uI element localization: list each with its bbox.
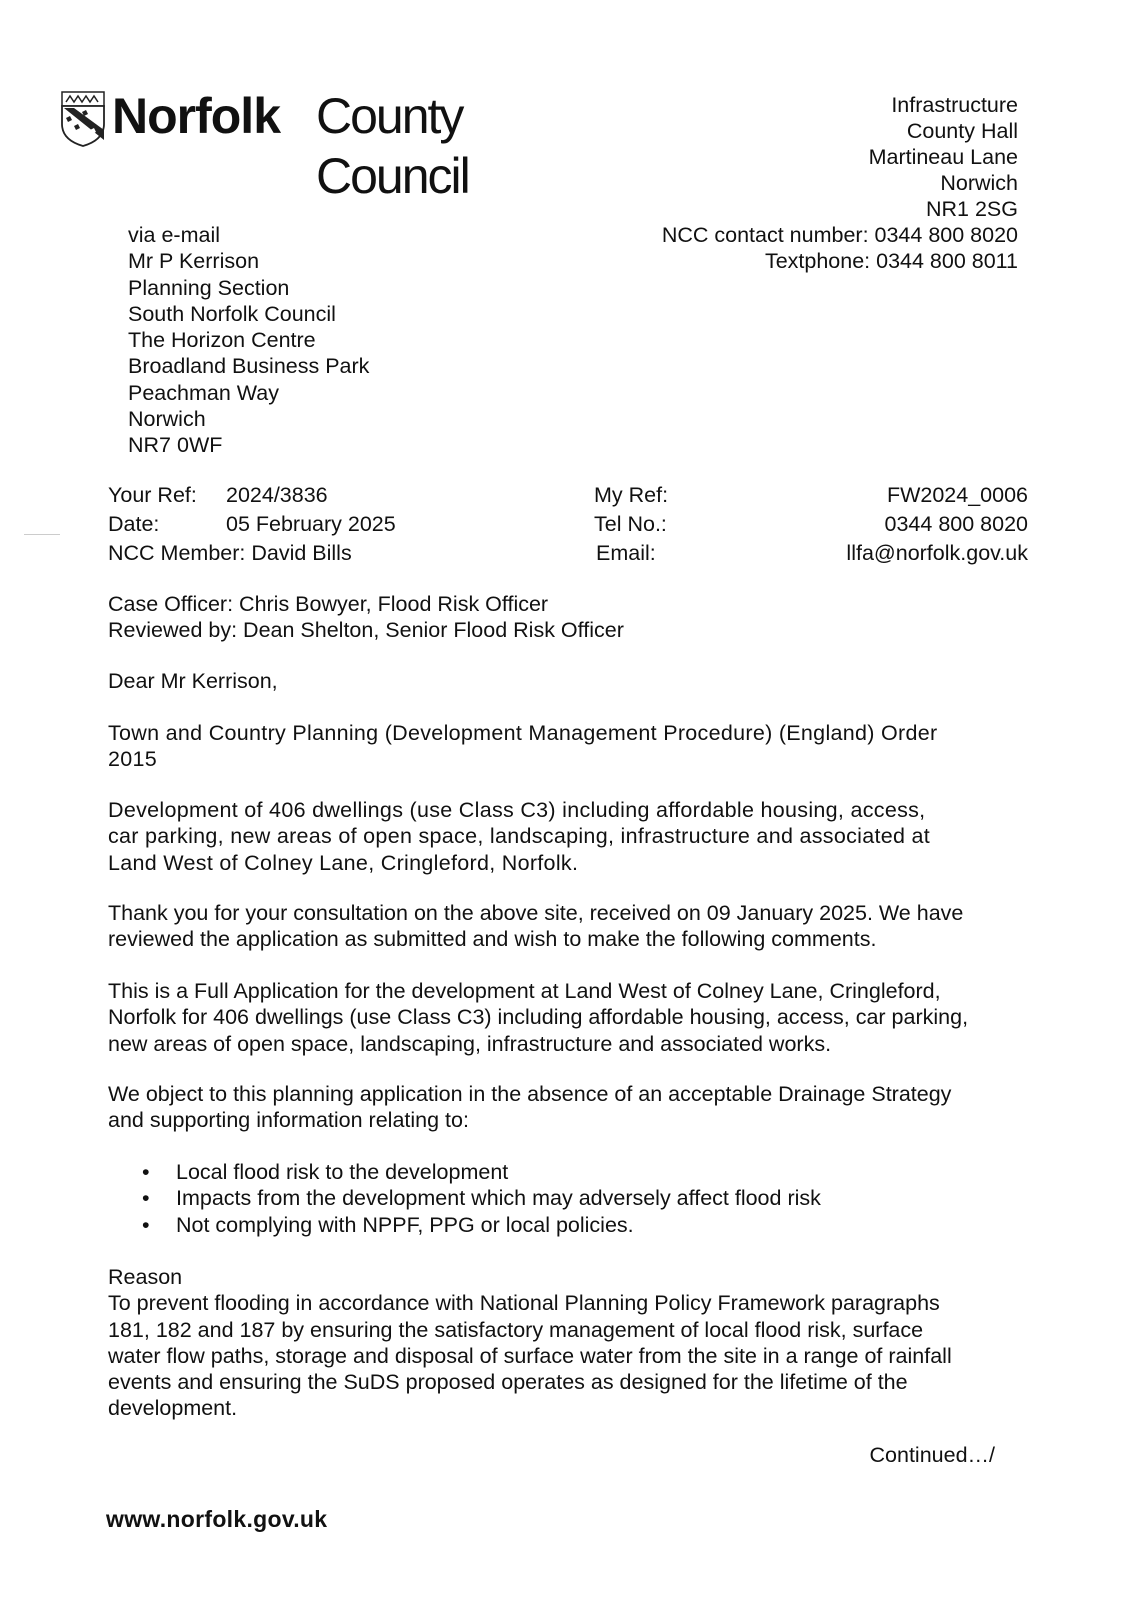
objection-line: We object to this planning application in the absence of an acceptable Drainage Strategy — [108, 1082, 952, 1106]
reason-section — [108, 1264, 1038, 1422]
recipient-line: South Norfolk Council — [128, 301, 336, 326]
sender-line: Norwich — [940, 171, 1018, 195]
reviewed-by: Reviewed by: Dean Shelton, Senior Flood Risk Officer — [108, 618, 624, 643]
date-label: Date: — [108, 512, 160, 536]
my-ref-label: My Ref: — [594, 483, 669, 507]
bullet-item: • Local flood risk to the development — [108, 1159, 821, 1185]
reason-line: events and ensuring the SuDS proposed operates as designed for the lifetime of the — [108, 1370, 908, 1395]
logo-brand-rest: County Council — [316, 88, 469, 204]
tel-label: Tel No.: — [594, 512, 667, 536]
bullet-item: • Impacts from the development which may adversely affect flood risk — [108, 1185, 821, 1211]
thanks-paragraph — [108, 900, 1038, 953]
objection-line: and supporting information relating to: — [108, 1108, 469, 1133]
development-description — [108, 797, 1038, 876]
reason-line: 181, 182 and 187 by ensuring the satisfactory management of local flood risk, surface — [108, 1317, 924, 1342]
sender-line: County Hall — [906, 119, 1018, 143]
objection-bullets — [108, 1159, 821, 1238]
full-app-line: new areas of open space, landscaping, infrastructure and associated works. — [108, 1031, 832, 1056]
bullet-item: • Not complying with NPPF, PPG or local policies. — [108, 1212, 821, 1238]
recipient-line: Broadland Business Park — [128, 354, 370, 379]
crest-icon — [60, 90, 106, 148]
recipient-line: Peachman Way — [128, 380, 279, 405]
date-value: 05 February 2025 — [226, 512, 396, 536]
reason-line: water flow paths, storage and disposal of surface water from the site in a range of rainfall — [108, 1343, 952, 1368]
recipient-line: via e-mail — [128, 223, 220, 247]
salutation — [108, 668, 1038, 694]
sender-line: NR1 2SG — [925, 197, 1018, 221]
full-app-line: Norfolk for 406 dwellings (use Class C3) including affordable housing, access, car parking, — [108, 1005, 969, 1030]
recipient-address — [128, 222, 369, 459]
margin-mark — [24, 534, 60, 535]
reason-line: To prevent flooding in accordance with National Planning Policy Framework paragraphs — [108, 1291, 940, 1316]
continued-marker: Continued…/ — [869, 1443, 995, 1467]
development-line: Land West of Colney Lane, Cringleford, Norfolk. — [108, 850, 579, 875]
objection-paragraph — [108, 1081, 1038, 1134]
development-line: car parking, new areas of open space, landscaping, infrastructure and associated at — [108, 824, 931, 849]
order-title — [108, 720, 1038, 773]
development-line: Development of 406 dwellings (use Class C3) including affordable housing, access, — [108, 798, 926, 822]
reason-line: development. — [108, 1396, 238, 1421]
sender-address — [662, 92, 1018, 274]
sender-line: Textphone: 0344 800 8011 — [764, 249, 1018, 273]
recipient-line: The Horizon Centre — [128, 328, 316, 353]
footer-url[interactable]: www.norfolk.gov.uk — [106, 1506, 328, 1532]
sender-line: Infrastructure — [891, 93, 1018, 117]
my-ref-value: FW2024_0006 — [886, 483, 1028, 507]
thanks-line: Thank you for your consultation on the above site, received on 09 January 2025. We have — [108, 901, 964, 925]
sender-line: NCC contact number: 0344 800 8020 — [661, 223, 1018, 247]
recipient-line: NR7 0WF — [128, 433, 223, 458]
recipient-line: Norwich — [128, 407, 206, 432]
logo-brand-bold: Norfolk — [112, 88, 280, 144]
order-title-line: 2015 — [108, 747, 158, 772]
order-title-line: Town and Country Planning (Development Management Procedure) (England) Order — [108, 721, 938, 745]
case-officer: Case Officer: Chris Bowyer, Flood Risk Officer — [108, 592, 549, 616]
reason-heading: Reason — [108, 1265, 183, 1289]
officers-block — [108, 591, 1038, 644]
recipient-line: Mr P Kerrison — [128, 249, 260, 274]
your-ref-value: 2024/3836 — [226, 483, 328, 507]
your-ref-label: Your Ref: — [108, 483, 197, 507]
thanks-line: reviewed the application as submitted and wish to make the following comments. — [108, 927, 877, 952]
email-label: Email: — [596, 541, 656, 565]
ncc-member: NCC Member: David Bills — [108, 541, 352, 565]
tel-value: 0344 800 8020 — [884, 512, 1028, 536]
sender-line: Martineau Lane — [868, 145, 1018, 169]
email-link[interactable]: llfa@norfolk.gov.uk — [846, 541, 1028, 565]
council-logo — [60, 88, 600, 204]
full-application-paragraph — [108, 978, 1038, 1057]
recipient-line: Planning Section — [128, 275, 290, 300]
full-app-line: This is a Full Application for the development at Land West of Colney Lane, Cringleford, — [108, 979, 941, 1003]
salutation-text: Dear Mr Kerrison, — [108, 669, 278, 693]
